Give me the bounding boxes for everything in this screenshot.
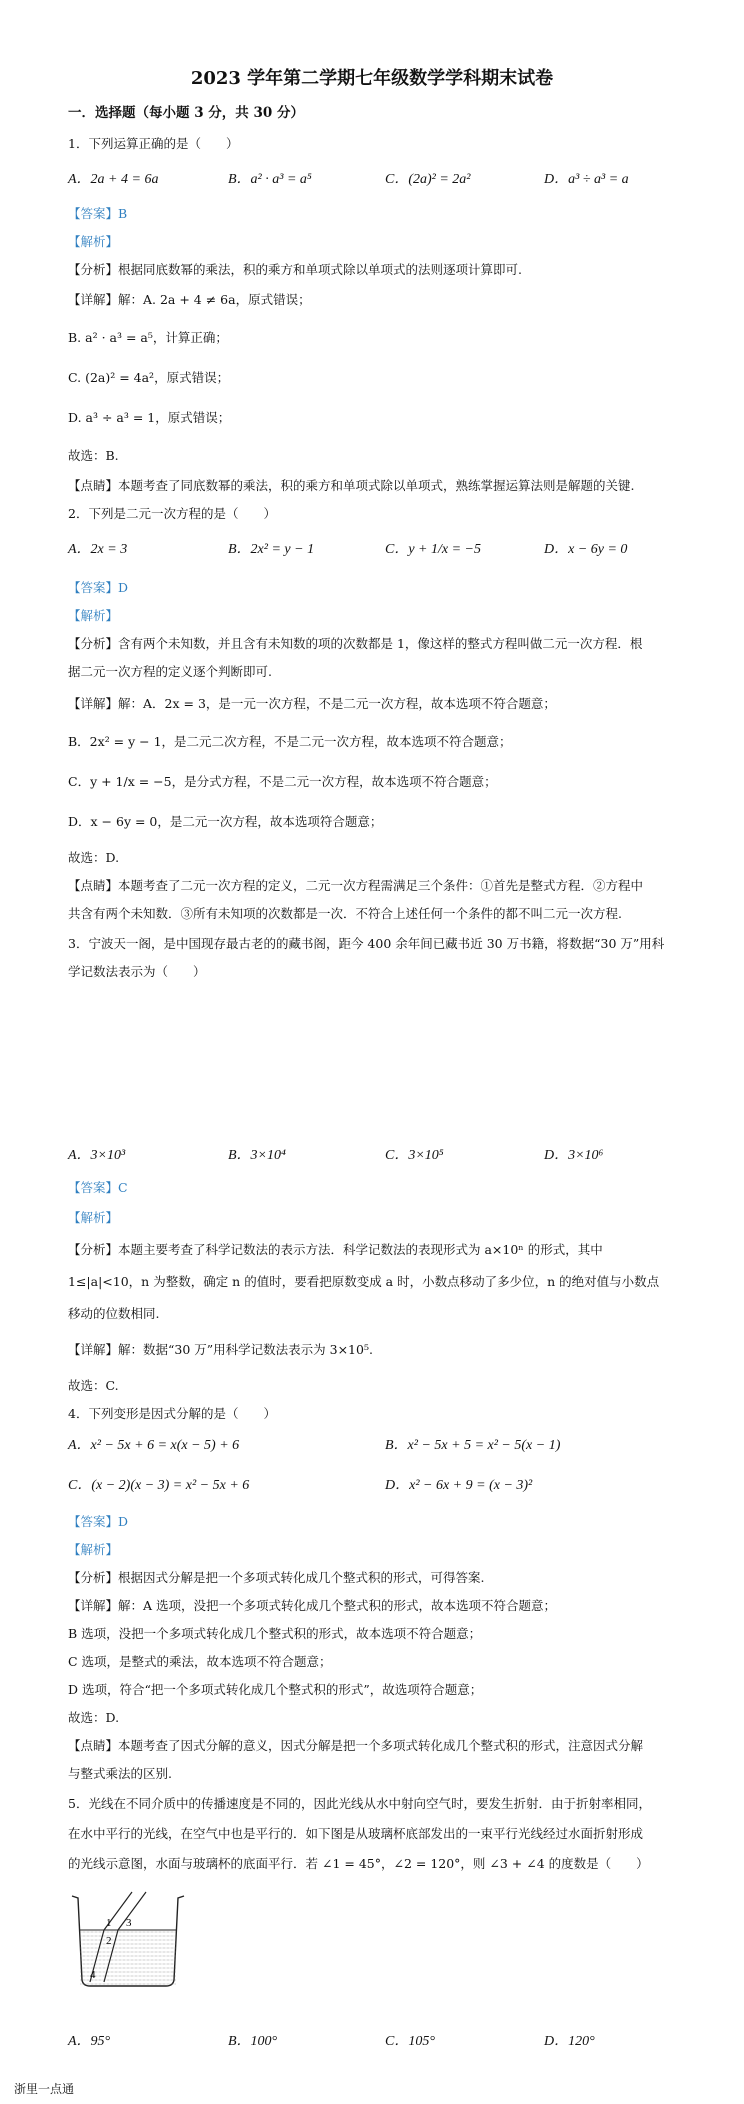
q2-detail-a: 【详解】解：A．2x = 3，是一元一次方程，不是二元一次方程，故本选项不符合题意； [68,696,556,711]
q2-analysis-1: 【分析】含有两个未知数，并且含有未知数的项的次数都是 1，像这样的整式方程叫做二元一次方程．根 [68,636,643,651]
q3-option-a: A．3×10³ [68,1148,126,1163]
q5-option-c: C．105° [385,2034,435,2049]
q3-analysis-3: 移动的位数相同. [68,1306,160,1321]
q1-detail-a: 【详解】解：A. 2a + 4 ≠ 6a，原式错误； [68,292,311,307]
q1-option-d: D．a³ ÷ a³ = a [544,172,629,187]
q2-detail-d: D．x − 6y = 0，是二元一次方程，故本选项符合题意； [68,814,383,829]
q3-analysis-1: 【分析】本题主要考查了科学记数法的表示方法．科学记数法的表现形式为 a×10ⁿ 的形式，其中 [68,1242,603,1257]
q1-detail-b: B. a² · a³ = a⁵，计算正确； [68,330,228,345]
q2-analysis-2: 据二元一次方程的定义逐个判断即可. [68,664,272,679]
q2-answer: 【答案】D [68,580,129,595]
q1-detail-c: C. (2a)² = 4a²，原式错误； [68,370,230,385]
q2-option-d: D．x − 6y = 0 [544,542,628,557]
angle-label-2: 2 [106,1935,112,1947]
q3-stem-2: 学记数法表示为（ ） [68,964,206,979]
q2-detail-b: B．2x² = y − 1，是二元二次方程，不是二元一次方程，故本选项不符合题意； [68,734,512,749]
q3-choose: 故选：C. [68,1378,119,1393]
q1-option-a: A．2a + 4 = 6a [68,172,159,187]
q2-choose: 故选：D. [68,850,120,865]
q5-option-b: B．100° [228,2034,278,2049]
q4-option-c: C．(x − 2)(x − 3) = x² − 5x + 6 [68,1478,250,1493]
q1-comment: 【点睛】本题考查了同底数幂的乘法，积的乘方和单项式除以单项式，熟练掌握运算法则是解题的关键. [68,478,635,493]
q1-analysis: 【分析】根据同底数幂的乘法，积的乘方和单项式除以单项式的法则逐项计算即可. [68,262,522,277]
q4-option-a: A．x² − 5x + 6 = x(x − 5) + 6 [68,1438,240,1453]
q3-option-b: B．3×10⁴ [228,1148,286,1163]
q3-jiexi: 【解析】 [68,1210,119,1225]
q4-detail-d: D 选项，符合“把一个多项式转化成几个整式积的形式”，故选项符合题意； [68,1682,483,1697]
q4-jiexi: 【解析】 [68,1542,119,1557]
q2-detail-c: C．y + 1/x = −5，是分式方程，不是二元一次方程，故本选项不符合题意； [68,774,497,789]
section-heading: 一．选择题（每小题 3 分，共 30 分） [68,105,304,121]
glass-refraction-figure [68,1890,188,1990]
q5-option-d: D．120° [544,2034,595,2049]
q2-comment-2: 共含有两个未知数．③所有未知项的次数都是一次．不符合上述任何一个条件的都不叫二元一次方程. [68,906,622,921]
q2-option-b: B．2x² = y − 1 [228,542,315,557]
q5-stem-1: 5．光线在不同介质中的传播速度是不同的，因此光线从水中射向空气时，要发生折射．由于折射率相同， [68,1796,651,1811]
q1-option-b: B．a² · a³ = a⁵ [228,172,312,187]
q1-jiexi: 【解析】 [68,234,119,249]
q4-choose: 故选：D. [68,1710,120,1725]
q1-stem: 1．下列运算正确的是（ ） [68,136,239,151]
q1-option-c: C．(2a)² = 2a² [385,172,471,187]
angle-label-3: 3 [126,1917,132,1929]
q4-analysis: 【分析】根据因式分解是把一个多项式转化成几个整式积的形式，可得答案. [68,1570,485,1585]
q4-stem: 4．下列变形是因式分解的是（ ） [68,1406,276,1421]
q3-option-d: D．3×10⁶ [544,1148,604,1163]
footer-brand: 浙里一点通 [14,2082,75,2096]
q3-option-c: C．3×10⁵ [385,1148,444,1163]
q2-option-a: A．2x = 3 [68,542,128,557]
q2-jiexi: 【解析】 [68,608,119,623]
q4-option-b: B．x² − 5x + 5 = x² − 5(x − 1) [385,1438,561,1453]
q3-stem-1: 3．宁波天一阁，是中国现存最古老的的藏书阁，距今 400 余年间已藏书近 30 万书籍，将数据“30 万”用科 [68,936,665,951]
q2-comment-1: 【点睛】本题考查了二元一次方程的定义，二元一次方程需满足三个条件：①首先是整式方程．②方程中 [68,878,644,893]
page-title: 2023 学年第二学期七年级数学学科期末试卷 [190,68,554,89]
q5-stem-3: 的光线示意图，水面与玻璃杯的底面平行．若 ∠1 = 45°，∠2 = 120°，则 ∠3 + ∠4 的度数是（ ） [68,1856,649,1871]
q3-analysis-2: 1≤|a|<10，n 为整数，确定 n 的值时，要看把原数变成 a 时，小数点移动了多少位，n 的绝对值与小数点 [68,1274,660,1289]
q2-stem: 2．下列是二元一次方程的是（ ） [68,506,276,521]
q4-detail-b: B 选项，没把一个多项式转化成几个整式积的形式，故本选项不符合题意； [68,1626,482,1641]
q4-detail-c: C 选项，是整式的乘法，故本选项不符合题意； [68,1654,332,1669]
q1-detail-d: D. a³ ÷ a³ = 1，原式错误； [68,410,231,425]
q1-answer: 【答案】B [68,206,128,221]
q4-comment-1: 【点睛】本题考查了因式分解的意义，因式分解是把一个多项式转化成几个整式积的形式，注意因式分解 [68,1738,644,1753]
q2-option-c: C．y + 1/x = −5 [385,542,481,557]
q4-answer: 【答案】D [68,1514,129,1529]
q3-answer: 【答案】C [68,1180,128,1195]
q3-detail: 【详解】解：数据“30 万”用科学记数法表示为 3×10⁵. [68,1342,373,1357]
q4-detail-a: 【详解】解：A 选项，没把一个多项式转化成几个整式积的形式，故本选项不符合题意； [68,1598,557,1613]
angle-label-4: 4 [90,1969,96,1981]
q4-option-d: D．x² − 6x + 9 = (x − 3)² [385,1478,533,1493]
q1-choose: 故选：B. [68,448,119,463]
q4-comment-2: 与整式乘法的区别. [68,1766,172,1781]
light-ray-2-air [118,1892,146,1930]
q5-option-a: A．95° [68,2034,111,2049]
q5-stem-2: 在水中平行的光线，在空气中也是平行的．如下图是从玻璃杯底部发出的一束平行光线经过水面折射形成 [68,1826,644,1841]
angle-label-1: 1 [106,1917,112,1929]
